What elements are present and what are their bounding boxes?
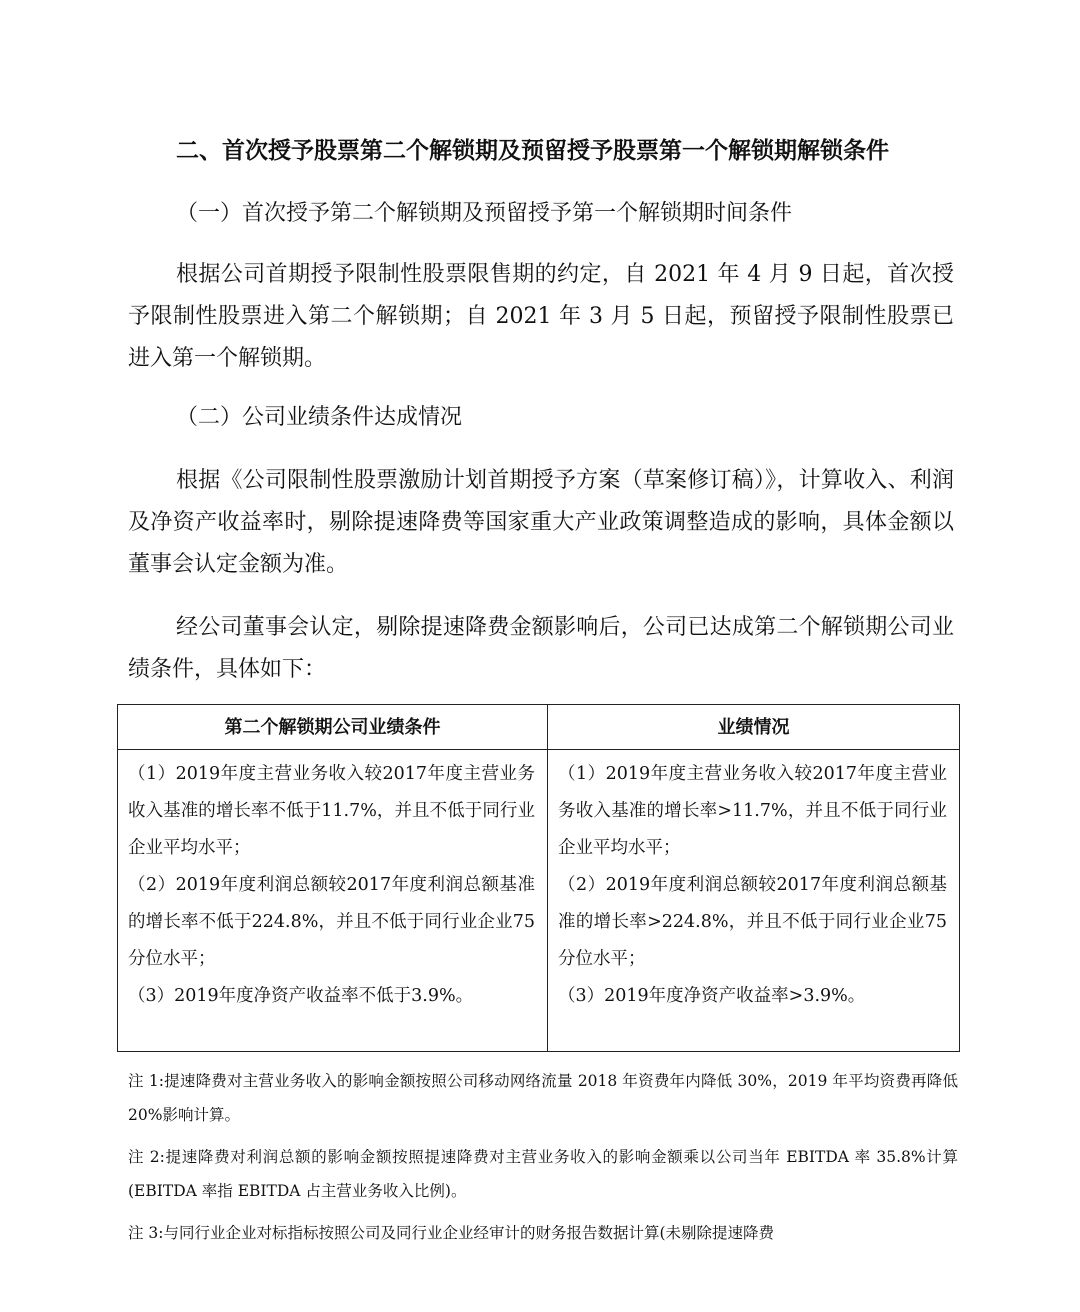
condition-item: （1）2019年度主营业务收入较2017年度主营业务收入基准的增长率不低于11.7%，并且不低于同行业企业平均水平； [128, 764, 535, 858]
table-row [118, 750, 960, 1052]
paragraph-text: 根据《公司限制性股票激励计划首期授予方案（草案修订稿）》，计算收入、利润及净资产收益率时，剔除提速降费等国家重大产业政策调整造成的影响，具体金额以董事会认定金额为准。 [128, 468, 954, 577]
subsection-title-time-condition: （一）首次授予第二个解锁期及预留授予第一个解锁期时间条件 [176, 201, 793, 226]
paragraph-time-condition [128, 254, 954, 380]
paragraph-performance-result [128, 607, 954, 691]
paragraph-text: 经公司董事会认定，剔除提速降费金额影响后，公司已达成第二个解锁期公司业绩条件，具体如下： [128, 615, 954, 682]
column-header-results: 业绩情况 [548, 705, 960, 750]
paragraph-performance-basis [128, 460, 954, 586]
result-item: （1）2019年度主营业务收入较2017年度主营业务收入基准的增长率>11.7%，并且不低于同行业企业平均水平； [558, 764, 947, 858]
table-header-row [118, 705, 960, 750]
column-header-conditions: 第二个解锁期公司业绩条件 [118, 705, 548, 750]
footnote-3: 注 3:与同行业企业对标指标按照公司及同行业企业经审计的财务报告数据计算(未剔除提速降费 [128, 1224, 775, 1242]
results-cell [548, 750, 960, 1052]
result-item: （2）2019年度利润总额较2017年度利润总额基准的增长率>224.8%，并且不低于同行业企业75分位水平； [558, 875, 947, 969]
footnotes [128, 1064, 958, 1258]
condition-item: （3）2019年度净资产收益率不低于3.9%。 [128, 986, 474, 1006]
conditions-cell [118, 750, 548, 1052]
condition-item: （2）2019年度利润总额较2017年度利润总额基准的增长率不低于224.8%，并且不低于同行业企业75分位水平； [128, 875, 535, 969]
performance-table [117, 704, 960, 1052]
footnote-1: 注 1:提速降费对主营业务收入的影响金额按照公司移动网络流量 2018 年资费年内降低 30%，2019 年平均资费再降低 20%影响计算。 [128, 1072, 958, 1124]
result-item: （3）2019年度净资产收益率>3.9%。 [558, 986, 866, 1006]
subsection-title-performance: （二）公司业绩条件达成情况 [176, 405, 463, 430]
footnote-2: 注 2:提速降费对利润总额的影响金额按照提速降费对主营业务收入的影响金额乘以公司当年 EBITDA 率 35.8%计算(EBITDA 率指 EBITDA 占主营业务收入比例)。 [128, 1148, 958, 1200]
section-heading: 二、首次授予股票第二个解锁期及预留授予股票第一个解锁期解锁条件 [176, 138, 889, 164]
paragraph-text: 根据公司首期授予限制性股票限售期的约定，自 2021 年 4 月 9 日起，首次授予限制性股票进入第二个解锁期；自 2021 年 3 月 5 日起，预留授予限制性股票已进入第一个解锁期。 [128, 262, 954, 371]
